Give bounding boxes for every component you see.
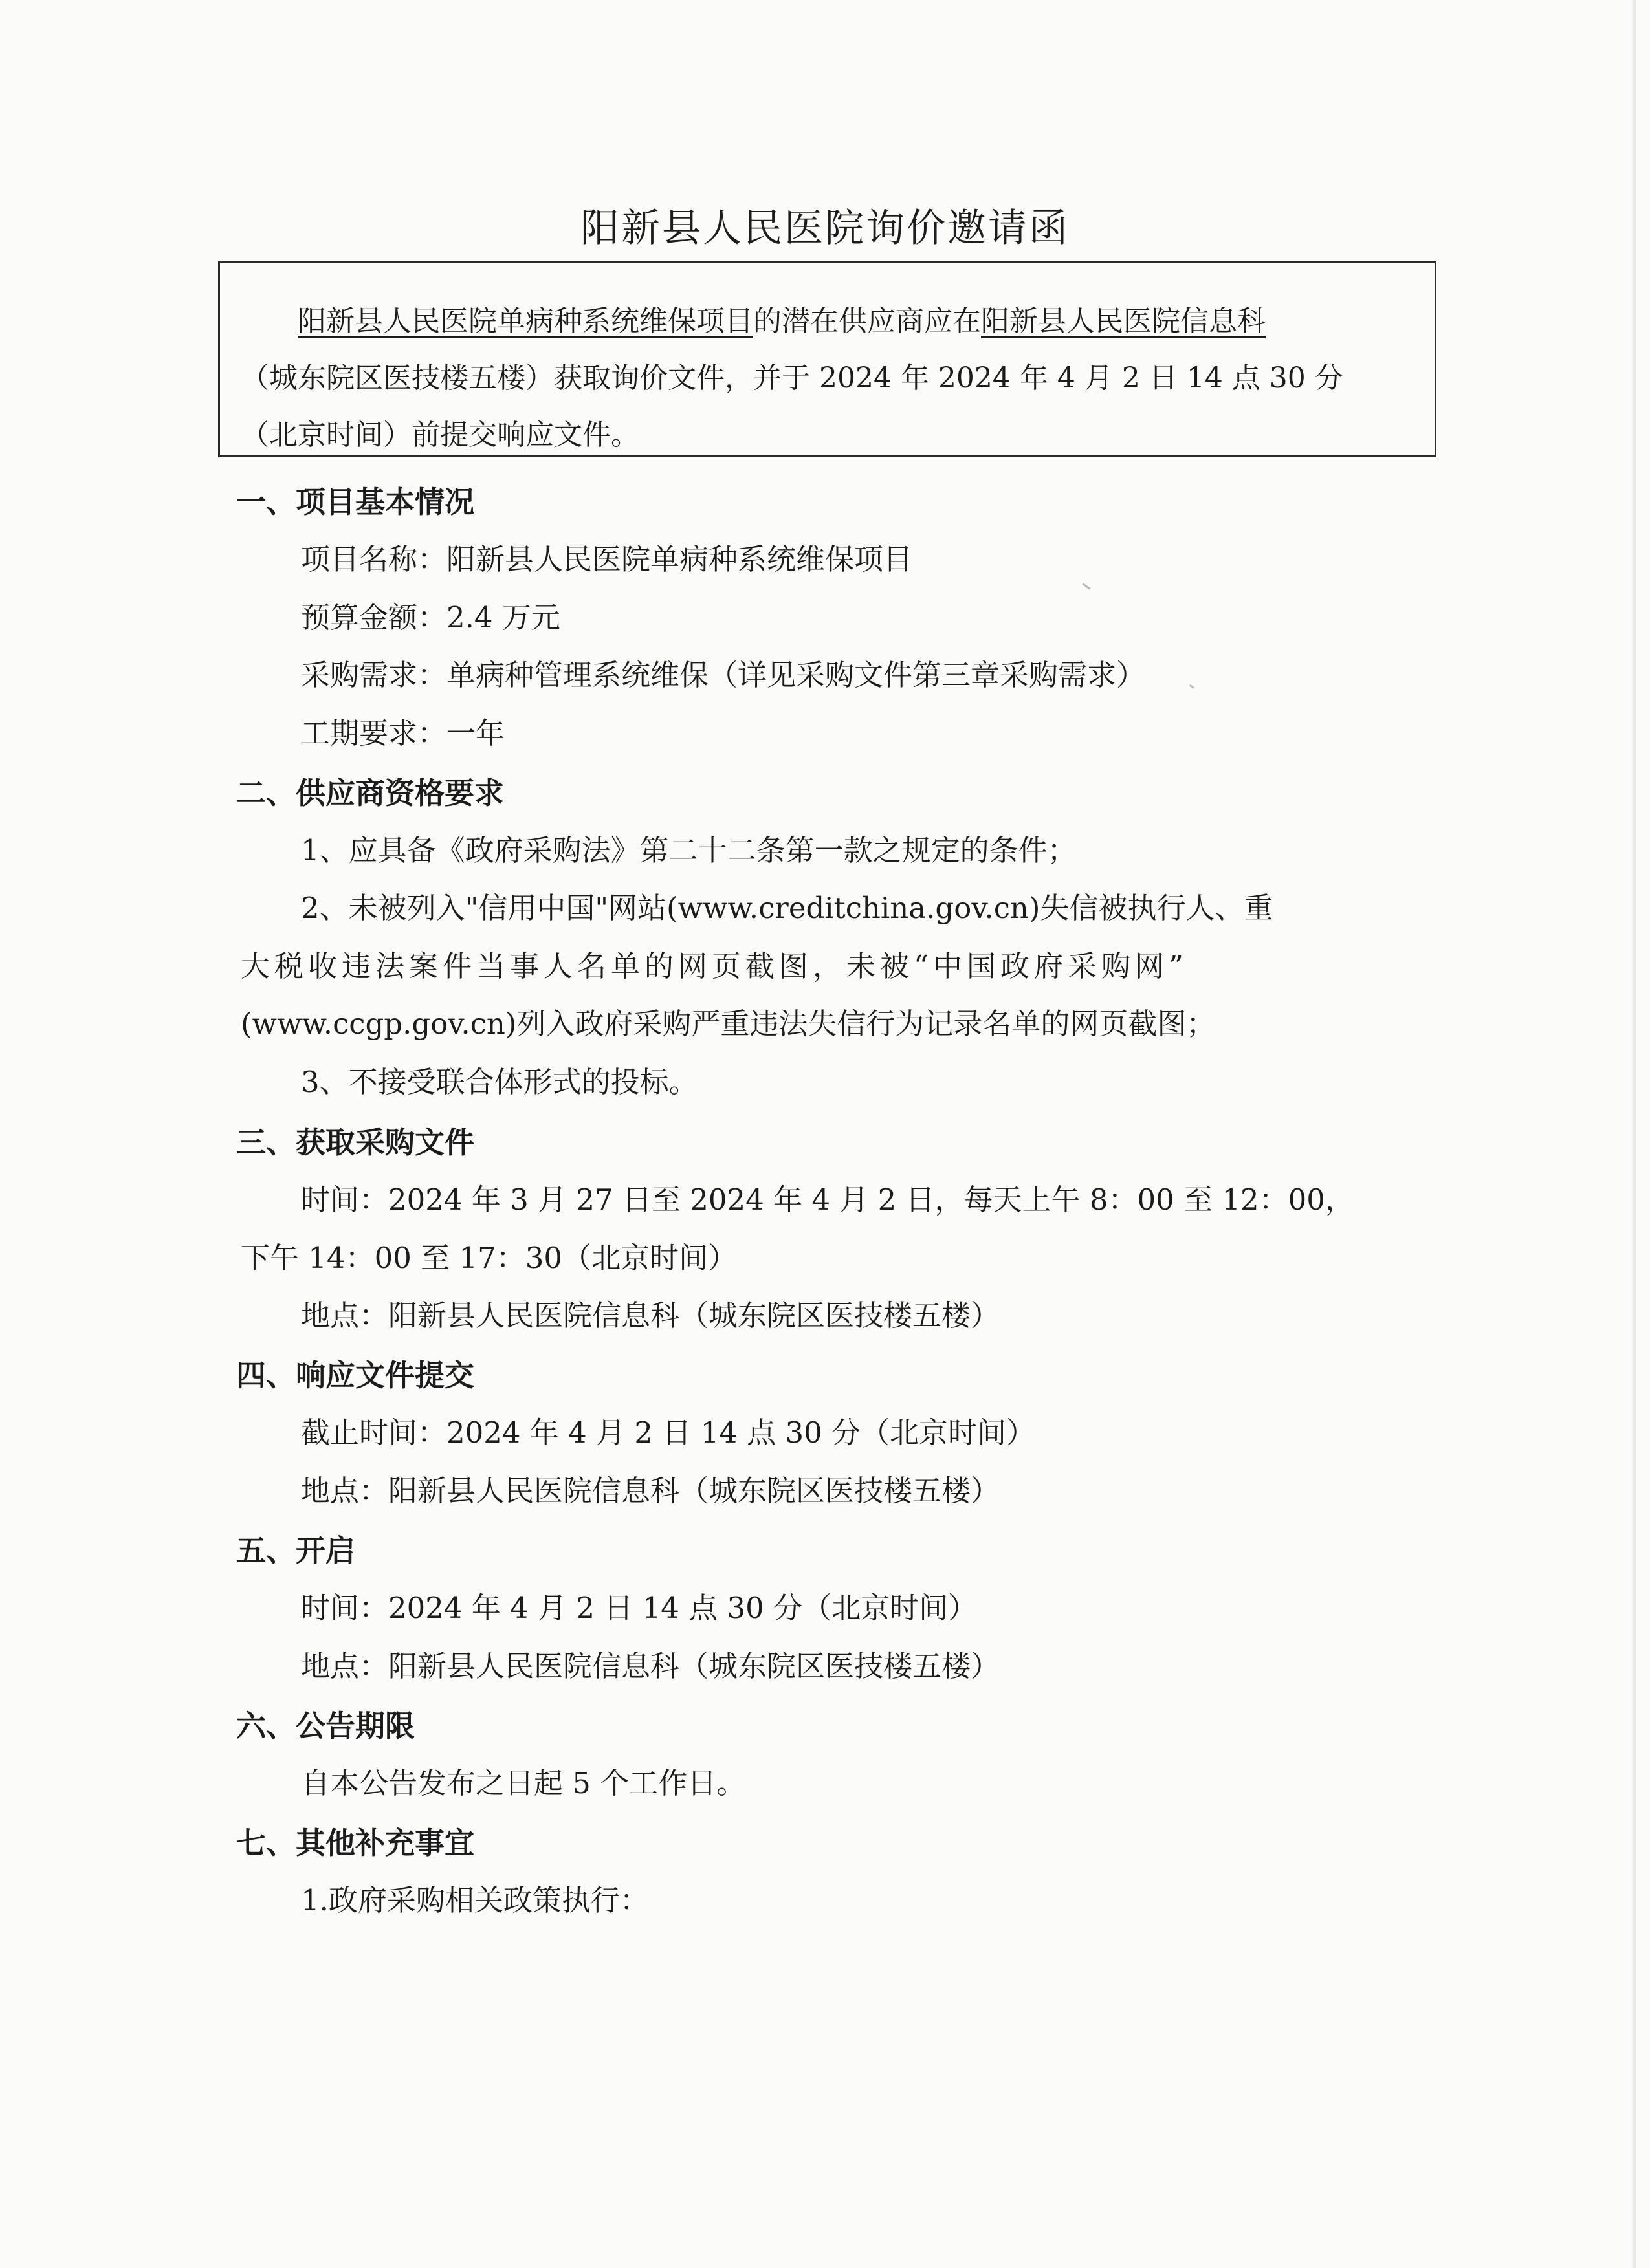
opening-time-line: 时间：2024 年 4 月 2 日 14 点 30 分（北京时间） (301, 1591, 978, 1625)
section-5-heading: 五、开启 (236, 1533, 355, 1568)
qualification-item-2-line-2: 大税收违法案件当事人名单的网页截图，未被“中国政府采购网” (241, 949, 1189, 983)
section-4-heading: 四、响应文件提交 (236, 1358, 474, 1393)
section-7-heading: 七、其他补充事宜 (236, 1826, 474, 1860)
scan-speck (1082, 583, 1090, 589)
project-name-line: 项目名称：阳新县人民医院单病种系统维保项目 (301, 542, 913, 576)
paper-edge-shadow (1632, 0, 1636, 2268)
scan-speck (1189, 684, 1194, 689)
notice-project-name: 阳新县人民医院单病种系统维保项目 (298, 305, 753, 338)
budget-line: 预算金额：2.4 万元 (301, 600, 560, 635)
qualification-item-3: 3、不接受联合体形式的投标。 (301, 1065, 698, 1099)
acquire-time-line-2: 下午 14：00 至 17：30（北京时间） (241, 1241, 737, 1275)
section-3-heading: 三、获取采购文件 (236, 1125, 474, 1160)
section-6-heading: 六、公告期限 (236, 1708, 415, 1743)
period-line: 工期要求：一年 (301, 716, 505, 750)
notice-period-line: 自本公告发布之日起 5 个工作日。 (301, 1766, 746, 1800)
document-title: 阳新县人民医院询价邀请函 (580, 206, 1070, 251)
notice-line-1 (298, 298, 1266, 339)
submit-place-line: 地点：阳新县人民医院信息科（城东院区医技楼五楼） (301, 1474, 1000, 1508)
notice-line-3: （北京时间）前提交响应文件。 (241, 419, 639, 452)
qualification-item-2-line-1: 2、未被列入"信用中国"网站(www.creditchina.gov.cn)失信被执行人、重 (301, 891, 1273, 925)
notice-line-2: （城东院区医技楼五楼）获取询价文件，并于 2024 年 2024 年 4 月 2 日 14 点 30 分 (241, 362, 1343, 395)
notice-location: 阳新县人民医院信息科 (981, 305, 1266, 338)
qualification-item-2-line-3: (www.ccgp.gov.cn)列入政府采购严重违法失信行为记录名单的网页截图； (241, 1007, 1216, 1041)
acquire-time-line-1: 时间：2024 年 3 月 27 日至 2024 年 4 月 2 日，每天上午 8：00 至 12：00， (301, 1183, 1354, 1217)
opening-place-line: 地点：阳新县人民医院信息科（城东院区医技楼五楼） (301, 1649, 1000, 1683)
qualification-item-1: 1、应具备《政府采购法》第二十二条第一款之规定的条件； (301, 833, 1077, 867)
acquire-place-line: 地点：阳新县人民医院信息科（城东院区医技楼五楼） (301, 1298, 1000, 1333)
submit-deadline-line: 截止时间：2024 年 4 月 2 日 14 点 30 分（北京时间） (301, 1415, 1036, 1450)
requirement-line: 采购需求：单病种管理系统维保（详见采购文件第三章采购需求） (301, 658, 1146, 692)
supplementary-item-1: 1.政府采购相关政策执行： (301, 1883, 649, 1917)
section-1-heading: 一、项目基本情况 (236, 485, 474, 519)
section-2-heading: 二、供应商资格要求 (236, 776, 504, 811)
notice-text-a: 的潜在供应商应在 (753, 305, 981, 338)
